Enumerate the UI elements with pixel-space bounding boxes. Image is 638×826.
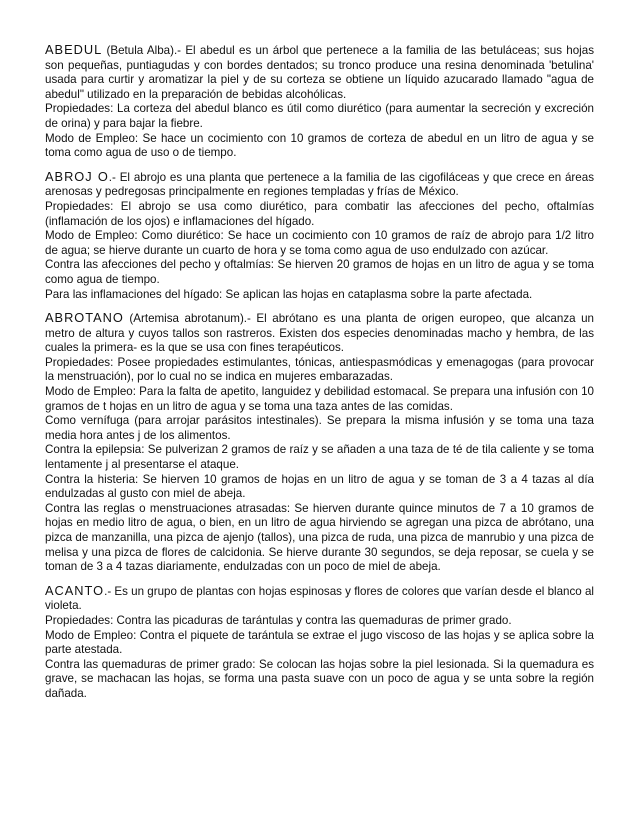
entry-intro-text: (Betula Alba).- El abedul es un árbol que pertenece a la familia de las betuláceas; sus hojas son pequeñas, puntiagudas y con bordes dentados; su tronco produce una resina denominada 'betulina' usada para curtir y aromatizar la piel y de su corteza se obtiene un líquido azucarado llamado "agua de abedul" utilizado en la preparación de bebidas alcohólicas.	[45, 44, 594, 101]
entry-line: Como vernífuga (para arrojar parásitos intestinales). Se prepara la misma infusión y se toma una taza media hora antes j de los alimentos.	[45, 414, 594, 442]
entry-line: Contra las afecciones del pecho y oftalmías: Se hierven 20 gramos de hojas en un litro de agua y se toma como agua de tiempo.	[45, 258, 594, 286]
entry-line: Para las inflamaciones del hígado: Se aplican las hojas en cataplasma sobre la parte afectada.	[45, 287, 533, 301]
entry-line: Contra las reglas o menstruaciones atrasadas: Se hierven durante quince minutos de 7 a 10 gramos de hojas en medio litro de agua, o bien, en un litro de agua hirviendo se agregan una pizca de abrótano, una pizca de manzanilla, una pizca de ajenjo (tallos), una pizca de ruda, una pizca de manrubio y una pizca de melisa y una pizca de flores de calcidonia. Se hierve durante 30 segundos, se deja reposar, se cuela y se toman de 3 a 4 tazas diariamente, endulzadas con un poco de miel de abeja.	[45, 501, 594, 574]
entry-abrojo	[45, 170, 594, 302]
entry-acanto	[45, 584, 594, 702]
entry-intro-text: .- Es un grupo de plantas con hojas espinosas y flores de colores que varían desde el blanco al violeta.	[45, 584, 594, 613]
entry-intro	[45, 43, 594, 102]
entry-intro-text: .- El abrojo es una planta que pertenece a la familia de las cigofiláceas y que crece en áreas arenosas y pedregosas principalmente en regiones templadas y frías de México.	[45, 170, 594, 199]
entry-line: Contra la histeria: Se hierven 10 gramos de hojas en un litro de agua y se toman de 3 a 4 tazas al día endulzadas al gusto con miel de abeja.	[45, 472, 594, 501]
entry-heading: ACANTO	[45, 582, 105, 598]
entry-line: Propiedades: El abrojo se usa como diurético, para combatir las afecciones del pecho, oftalmías (inflamación de los ojos) e inflamaciones del hígado.	[45, 199, 594, 228]
entry-line: Modo de Empleo: Como diurético: Se hace un cocimiento con 10 gramos de raíz de abrojo para 1/2 litro de agua; se hierve durante un cuarto de hora y se toma como agua de uso endulzado con azúcar.	[45, 229, 594, 257]
entry-heading: ABROJ O	[45, 168, 109, 184]
entry-intro	[45, 311, 594, 356]
entry-line: Propiedades: La corteza del abedul blanco es útil como diurético (para aumentar la secreción y excreción de orina) y para bajar la fiebre.	[45, 102, 594, 130]
entry-abedul	[45, 43, 594, 161]
entry-line: Propiedades: Contra las picaduras de tarántulas y contra las quemaduras de primer grado.	[45, 613, 512, 627]
entry-intro-text: (Artemisa abrotanum).- El abrótano es una planta de origen europeo, que alcanza un metro de altura y cuyos tallos son rastreros. Existen dos especies denominadas macho y hembra, de las cuales la primera- es la que se usa con fines terapéuticos.	[45, 312, 594, 355]
entry-intro	[45, 584, 594, 614]
entry-heading: ABEDUL	[45, 42, 103, 57]
entry-intro	[45, 170, 594, 200]
entry-line: Modo de Empleo: Contra el piquete de tarántula se extrae el jugo viscoso de las hojas y se aplica sobre la parte atestada.	[45, 628, 594, 657]
entry-line: Modo de Empleo: Se hace un cocimiento con 10 gramos de corteza de abedul en un litro de agua y se toma como agua de uso o de tiempo.	[45, 131, 594, 160]
entry-line: Contra las quemaduras de primer grado: Se colocan las hojas sobre la piel lesionada. Si la quemadura es grave, se machacan las hojas, se forma una pasta suave con un poco de agua y se unta sobre la región dañada.	[45, 657, 594, 700]
entry-line: Propiedades: Posee propiedades estimulantes, tónicas, antiespasmódicas y emenagogas (para provocar la menstruación), por lo cual no se indica en mujeres embarazadas.	[45, 355, 594, 384]
entry-abrotano	[45, 311, 594, 575]
entry-line: Contra la epilepsia: Se pulverizan 2 gramos de raíz y se añaden a una taza de té de tila caliente y se toma lentamente j al presentarse el ataque.	[45, 443, 594, 472]
entry-heading: ABROTANO	[45, 310, 124, 326]
entry-line: Modo de Empleo: Para la falta de apetito, languidez y debilidad estomacal. Se prepara una infusión con 10 gramos de t hojas en un litro de agua y se toma una taza antes de las comidas.	[45, 385, 594, 413]
